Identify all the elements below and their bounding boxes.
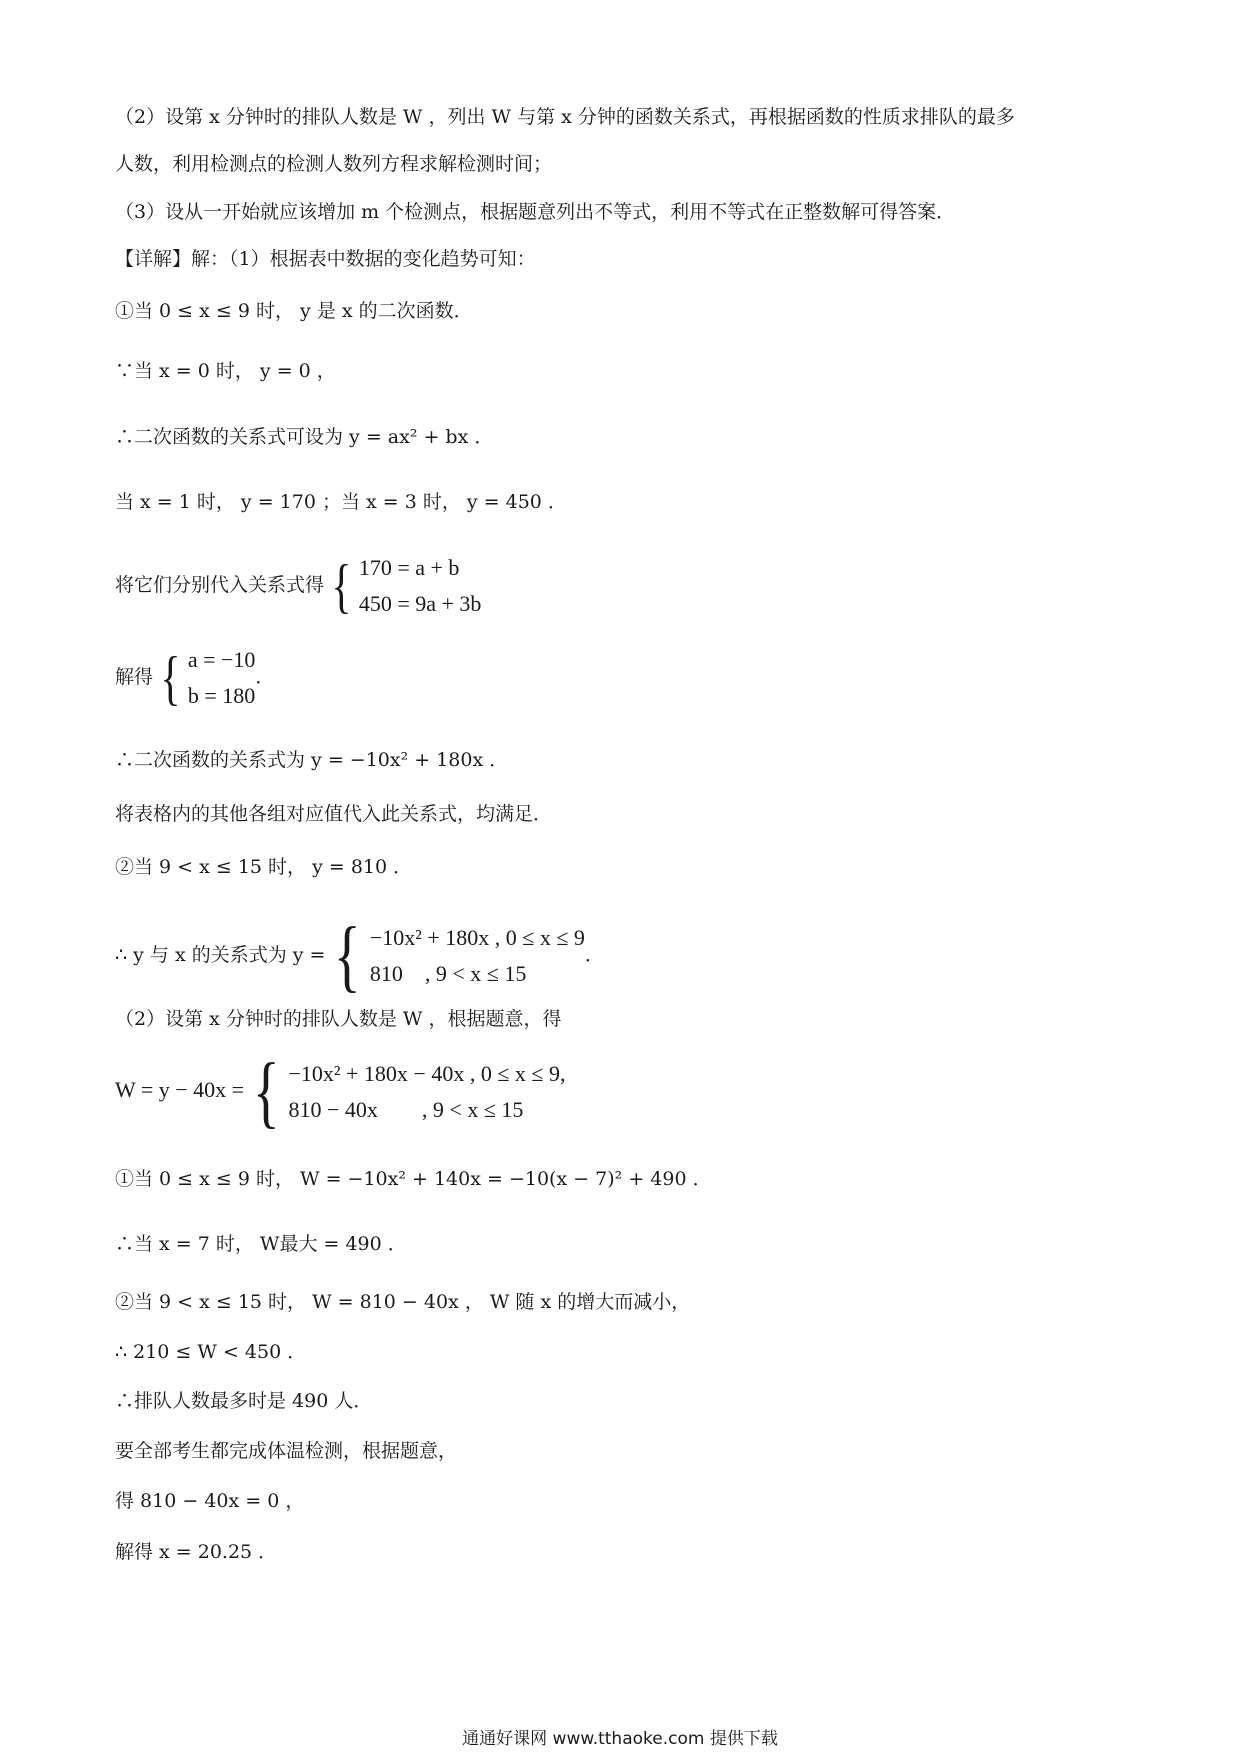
equation-system-substitution	[115, 550, 481, 622]
analysis-part2-line2: 人数，利用检测点的检测人数列方程求解检测时间；	[115, 153, 553, 175]
system-eq-1: 170 = a + b	[358, 555, 460, 580]
substitution-lead: 将它们分别代入关系式得	[115, 574, 325, 596]
solution-eq-a: a = −10	[187, 647, 256, 672]
solution-line-17: ∴排队人数最多时是 490 人．	[115, 1390, 373, 1412]
solution-line-3: ∴二次函数的关系式可设为 y = ax² + bx ．	[115, 426, 494, 448]
solution-line-11: （2）设第 x 分钟时的排队人数是 W ，根据题意，得	[115, 1008, 562, 1030]
left-brace: {	[334, 912, 362, 1000]
piecewise-w-case-1: −10x² + 180x − 40x , 0 ≤ x ≤ 9,	[288, 1061, 566, 1086]
solution-line-16: ∴ 210 ≤ W < 450 ．	[115, 1341, 307, 1363]
piecewise-y	[115, 912, 604, 1000]
solution-line-9: ②当 9 < x ≤ 15 时， y = 810 ．	[115, 856, 413, 878]
equation-system-solution	[115, 642, 274, 714]
left-brace: {	[252, 1048, 280, 1136]
solution-line-15: ②当 9 < x ≤ 15 时， W = 810 − 40x ， W 随 x 的增大而减小，	[115, 1291, 691, 1313]
left-brace: {	[331, 553, 352, 619]
piecewise-y-case-2: 810 , 9 < x ≤ 15	[369, 961, 527, 986]
piecewise-y-tail: ．	[584, 944, 604, 966]
system-eq-2: 450 = 9a + 3b	[358, 591, 482, 616]
analysis-part2-line1: （2）设第 x 分钟时的排队人数是 W ，列出 W 与第 x 分钟的函数关系式，再根据函数的性质求排队的最多	[115, 106, 1015, 128]
piecewise-y-lead: ∴ y 与 x 的关系式为 y =	[115, 944, 326, 966]
solution-line-18: 要全部考生都完成体温检测，根据题意，	[115, 1440, 458, 1462]
solution-heading: 【详解】解：（1）根据表中数据的变化趋势可知：	[115, 248, 536, 270]
solution-line-7: ∴二次函数的关系式为 y = −10x² + 180x ．	[115, 749, 509, 771]
solution-line-13: ①当 0 ≤ x ≤ 9 时， W = −10x² + 140x = −10(x − 7)² + 490 ．	[115, 1168, 712, 1190]
analysis-part3: （3）设从一开始就应该增加 m 个检测点，根据题意列出不等式，利用不等式在正整数解可得答案．	[115, 201, 956, 223]
solution-line-4: 当 x = 1 时， y = 170 ；当 x = 3 时， y = 450 ．	[115, 491, 567, 513]
piecewise-w-lead: W = y − 40x =	[115, 1077, 245, 1103]
piecewise-w	[115, 1048, 566, 1136]
footer-credit: 通通好课网 www.tthaoke.com 提供下载	[462, 1729, 778, 1749]
solution-line-14: ∴当 x = 7 时， W最大 = 490 ．	[115, 1233, 407, 1255]
solution-line-19: 得 810 − 40x = 0 ，	[115, 1490, 305, 1512]
solution-line-8: 将表格内的其他各组对应值代入此关系式，均满足．	[115, 803, 553, 825]
solution-eq-b: b = 180	[187, 683, 256, 708]
piecewise-w-case-2: 810 − 40x , 9 < x ≤ 15	[288, 1097, 524, 1122]
solution-line-20: 解得 x = 20.25 ．	[115, 1541, 278, 1563]
solution-line-1: ①当 0 ≤ x ≤ 9 时， y 是 x 的二次函数．	[115, 300, 473, 322]
solution-tail: ．	[255, 666, 275, 688]
solution-lead: 解得	[115, 666, 154, 688]
piecewise-y-case-1: −10x² + 180x , 0 ≤ x ≤ 9	[369, 925, 585, 950]
solution-line-2: ∵当 x = 0 时， y = 0 ，	[115, 360, 336, 382]
left-brace: {	[160, 645, 181, 711]
